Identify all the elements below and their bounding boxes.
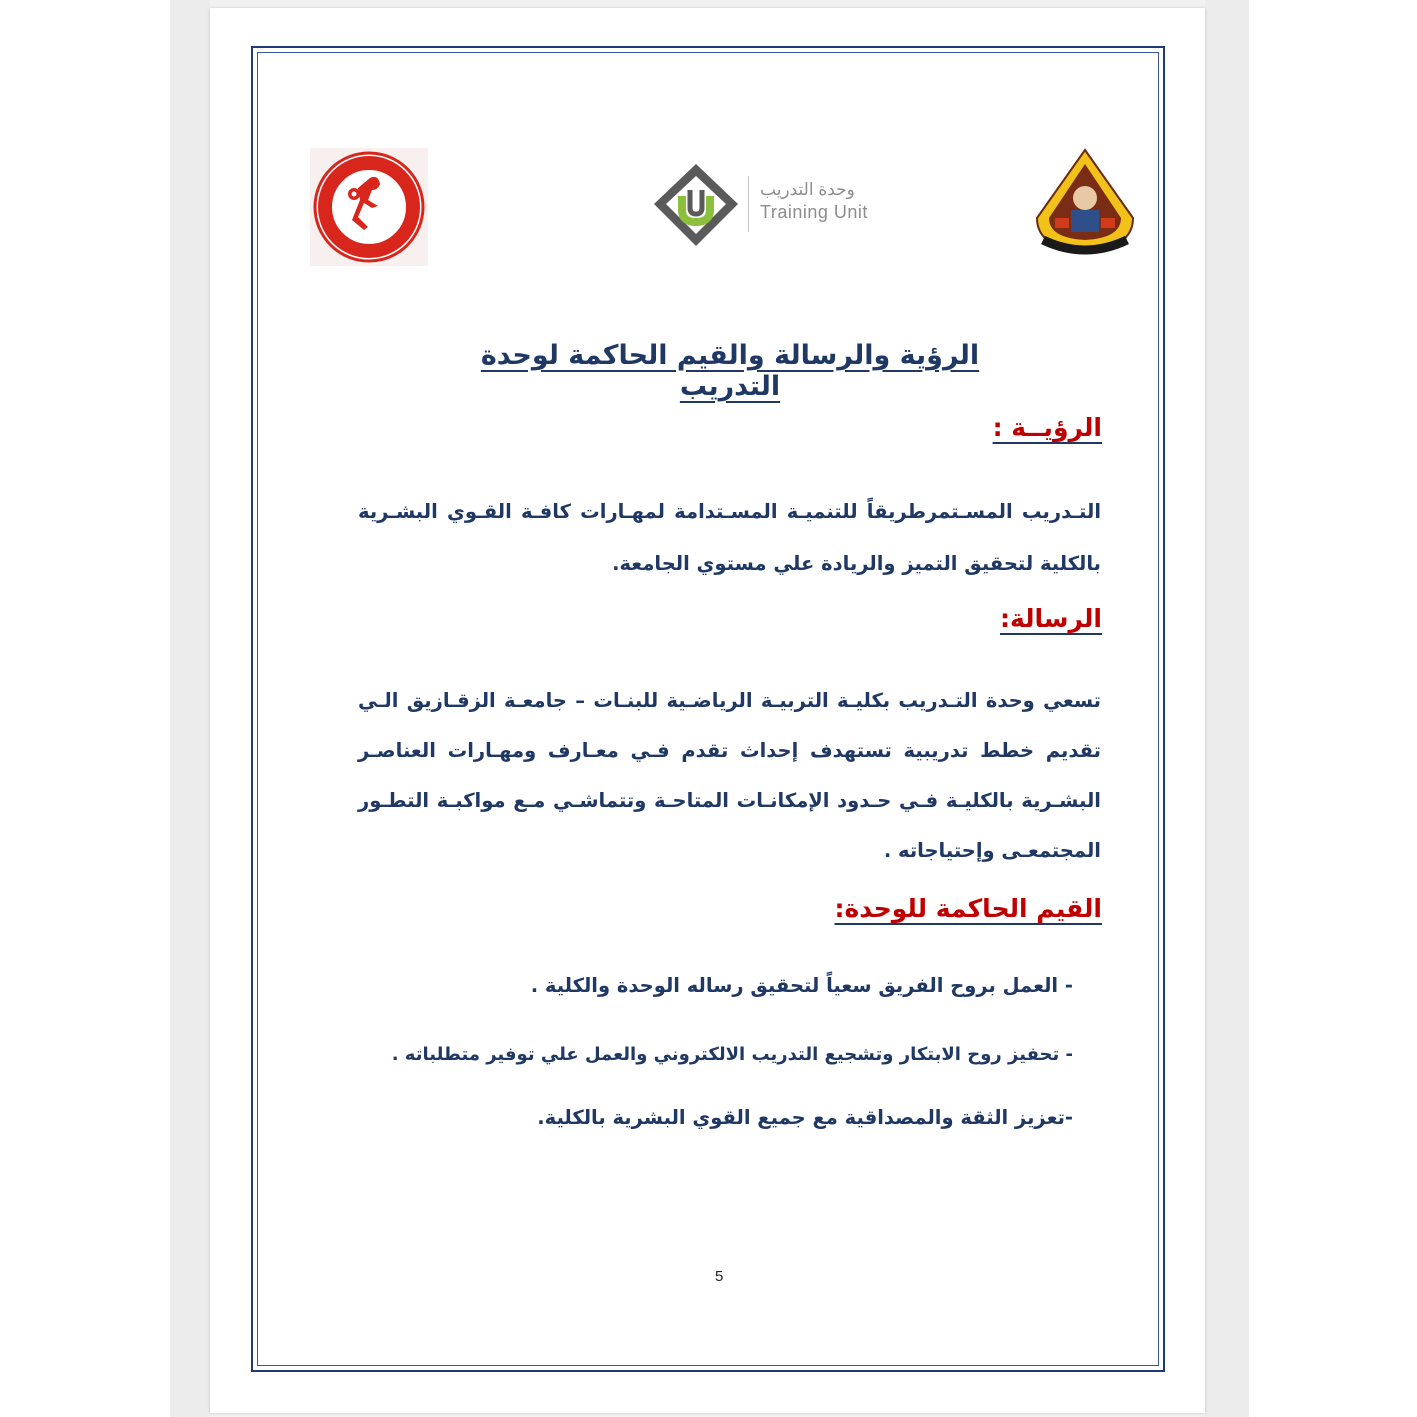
document-page bbox=[210, 8, 1205, 1413]
viewer-gutter-right bbox=[1205, 0, 1249, 1417]
page-title: الرؤية والرسالة والقيم الحاكمة لوحدة التدريب bbox=[480, 340, 980, 402]
mission-paragraph: تسعي وحدة التـدريب بكليـة التربيـة الرياضـية للبنـات – جامعـة الزقـازيق الـي تقديم خطط تدريبية تستهدف إحداث تقدم فـي معـارف ومهـارات العناصـر البشـرية بالكليـة فـي حـدود الإمكانـات المتاحـة وتتماشـي مـع مواكبـة التطـور المجتمعـى وإحتياجاته . bbox=[358, 689, 1101, 862]
viewer-gutter-left bbox=[170, 0, 210, 1417]
training-unit-arabic-label: وحدة التدريب bbox=[760, 180, 855, 199]
vision-paragraph: التـدريب المسـتمرطريقاً للتنميـة المسـتدامة لمهـارات كافـة القـوي البشـرية بالكلية لتحقيق التميز والريادة علي مستوي الجامعة. bbox=[358, 500, 1101, 575]
vision-heading: الرؤيــة : bbox=[992, 413, 1102, 442]
value-item: - العمل بروح الفريق سعياً لتحقيق رساله الوحدة والكلية . bbox=[530, 974, 1073, 997]
training-unit-mark-icon bbox=[648, 160, 744, 250]
college-logo-graphic bbox=[310, 148, 428, 266]
value-item: - تحفيز روح الابتكار وتشجيع التدريب الالكتروني والعمل علي توفير متطلباته . bbox=[391, 1044, 1073, 1065]
page-number: 5 bbox=[715, 1268, 724, 1285]
training-unit-logo bbox=[648, 160, 888, 250]
values-heading: القيم الحاكمة للوحدة: bbox=[834, 894, 1102, 923]
mission-heading: الرسالة: bbox=[999, 604, 1102, 633]
university-seal-graphic bbox=[1033, 148, 1137, 258]
viewer-background-right bbox=[1249, 0, 1417, 1417]
university-logo bbox=[1033, 148, 1137, 258]
viewer-background-left bbox=[0, 0, 170, 1417]
college-logo bbox=[310, 148, 428, 266]
training-unit-separator bbox=[748, 176, 749, 232]
training-unit-english-label: Training Unit bbox=[760, 202, 868, 222]
value-item: -تعزيز الثقة والمصداقية مع جميع القوي البشرية بالكلية. bbox=[537, 1106, 1073, 1129]
